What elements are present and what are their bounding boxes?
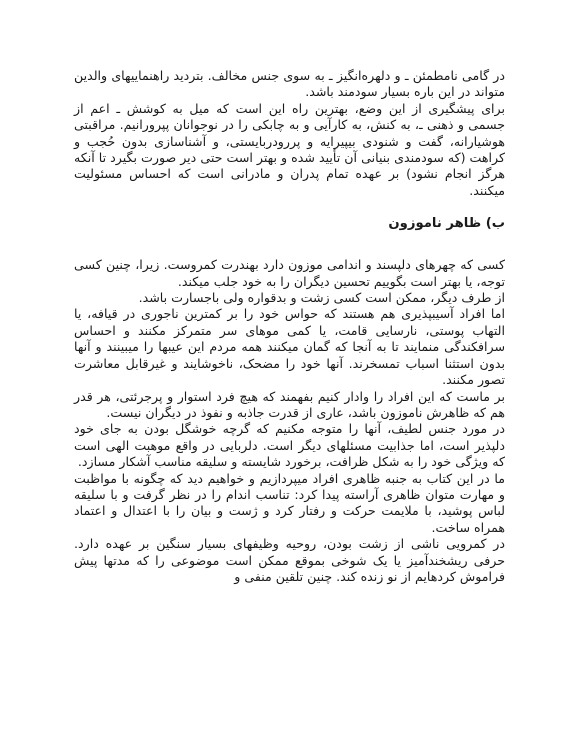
paragraph-4: از طرف دیگر، ممکن است کسی زشت و بدقواره ولی باجسارت باشد. bbox=[138, 290, 505, 306]
paragraph-1: در گامی نامطمئن ـ و دلهره‌انگیز ـ به سوی جنس مخالف. بتردید راهنماییهای والدین متواند در این باره بسیار سودمند باشد. bbox=[74, 68, 505, 100]
paragraph-2: برای پیشگیری از این وضع، بهترین راه این است که میل به کوشش ـ اعم از جسمی و ذهنی ـ، به کنش، به کارآیی و به چابکی را در نوجوانان پپرورانیم. مراقبتی هوشیارانه، گفت و شنودی بیپیرایه و پررودربایستی، و آشناسازی بدون حُجب و کراهت (که سودمندی بنیانی آن تأیید شده و بهتر است حتی دیر صورت بگیرد تا آنکه هرگز انجام نشود) بر عهده تمام پدران و مادرانی است که احساس مسئولیت میکنند. bbox=[74, 100, 505, 198]
paragraph-8: ما در این کتاب به جنبه ظاهری افراد میپردازیم و خواهیم دید که چگونه با مواظبت و مهارت متوان ظاهری آراسته پیدا کرد: تناسب اندام را در نظر گرفت و با سلیقه لباس پوشید، با ملایمت حرکت و رفتار کرد و ژست و بیان را با اعتدال و اعتماد همراه ساخت. bbox=[74, 470, 505, 535]
paragraph-6: بر ماست که این افراد را وادار کنیم بفهمند که هیچ فرد استوار و پرجرئتی، هر قدر هم که ظاهرش ناموزون باشد، عاری از قدرت جاذبه و نفوذ در دیگران نیست. bbox=[74, 388, 505, 420]
document-body bbox=[74, 68, 505, 585]
paragraph-3: کسی که چهرهای دلپسند و اندامی موزون دارد بهندرت کمروست. زیرا، چنین کسی توجه، یا بهتر است بگوییم تحسین دیگران را به خود جلب میکند. bbox=[74, 257, 505, 289]
paragraph-7: در مورد جنس لطیف، آنها را متوجه مکنیم که گرچه خوشگل بودن به جای خود دلپذیر است، اما جذابیت مسئلهای دیگر است. دلربایی در واقع موهبت الهی است که ویژگی خود را به شکل ظرافت، برخورد شایسته و سلیقه مناسب آشکار مسازد. bbox=[74, 421, 505, 470]
paragraph-9: در کمرویی ناشی از زشت بودن، روحیه وظیفهای بسیار سنگین بر عهده دارد. حرفی ریشخندآمیز یا یک شوخی بموقع ممکن است موضوعی را که مدتها پیش فراموش کردهایم از نو زنده کند. چنین تلقین منفی و bbox=[74, 536, 505, 584]
paragraph-5: اما افراد آسیبپذیری هم هستند که حواس خود را بر کمترین ناجوری در قیافه، یا التهاب پوستی، نارسایی قامت، یا کمی موهای سر متمرکز مکنند و احساس سرافکندگی منمایند تا به آنجا که گمان میکنند همه مردم این عیبها را میبینند و آنها بدون استثنا اسباب تمسخرند. آنها خود را مضحک، ناخوشایند و غیرقابل معاشرت تصور مکنند. bbox=[74, 306, 505, 388]
section-heading: ب) ظاهر ناموزون bbox=[388, 216, 505, 232]
